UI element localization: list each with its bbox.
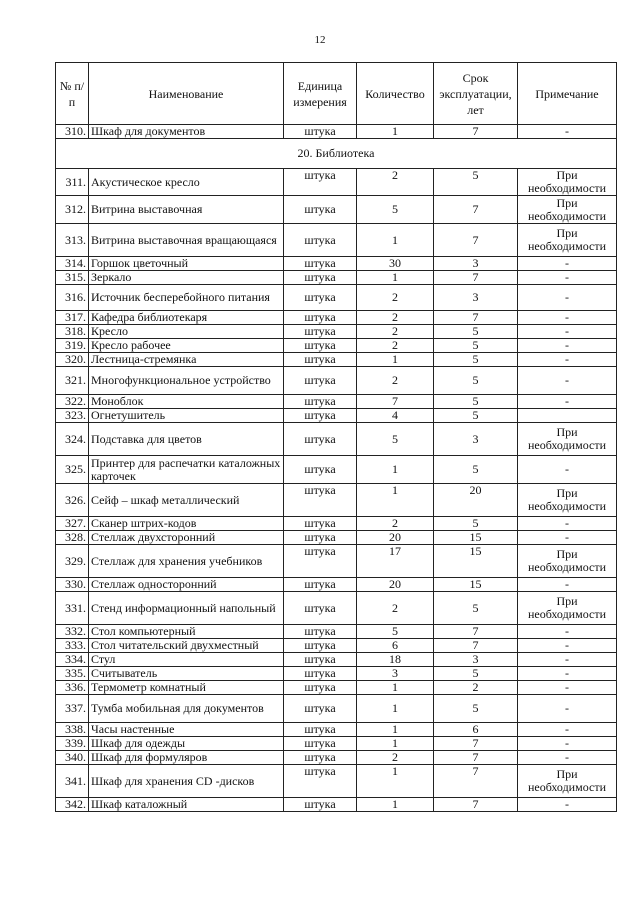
row-note: -	[518, 578, 617, 592]
row-note: -	[518, 625, 617, 639]
row-name: Шкаф для хранения CD -дисков	[89, 765, 284, 798]
row-qty: 18	[357, 653, 434, 667]
row-term: 5	[434, 456, 518, 484]
row-term: 3	[434, 285, 518, 311]
row-name: Многофункциональное устройство	[89, 367, 284, 395]
row-note: -	[518, 737, 617, 751]
row-note: При необходимости	[518, 545, 617, 578]
header-qty: Количество	[357, 63, 434, 125]
row-note: -	[518, 285, 617, 311]
table-row	[56, 695, 617, 723]
row-note	[518, 409, 617, 423]
table-row	[56, 423, 617, 456]
row-qty: 2	[357, 751, 434, 765]
row-unit: штука	[284, 409, 357, 423]
table-row	[56, 367, 617, 395]
header-term: Срок эксплуатации, лет	[434, 63, 518, 125]
row-name: Шкаф для одежды	[89, 737, 284, 751]
table-row	[56, 325, 617, 339]
row-number: 339.	[56, 737, 89, 751]
row-qty: 1	[357, 695, 434, 723]
row-term: 7	[434, 751, 518, 765]
row-qty: 20	[357, 531, 434, 545]
row-note: При необходимости	[518, 423, 617, 456]
row-unit: штука	[284, 325, 357, 339]
row-number: 316.	[56, 285, 89, 311]
row-number: 312.	[56, 196, 89, 224]
row-unit: штука	[284, 367, 357, 395]
row-number: 327.	[56, 517, 89, 531]
row-name: Кафедра библиотекаря	[89, 311, 284, 325]
row-number: 332.	[56, 625, 89, 639]
row-term: 3	[434, 423, 518, 456]
row-note: При необходимости	[518, 765, 617, 798]
row-number: 314.	[56, 257, 89, 271]
row-qty: 1	[357, 737, 434, 751]
row-qty: 2	[357, 325, 434, 339]
row-unit: штука	[284, 639, 357, 653]
table-row	[56, 639, 617, 653]
row-note: -	[518, 271, 617, 285]
table-row	[56, 169, 617, 196]
table-row	[56, 125, 617, 139]
row-note: При необходимости	[518, 592, 617, 625]
row-term: 7	[434, 737, 518, 751]
row-number: 331.	[56, 592, 89, 625]
row-unit: штука	[284, 653, 357, 667]
row-term: 7	[434, 625, 518, 639]
row-number: 321.	[56, 367, 89, 395]
table-row	[56, 798, 617, 812]
row-number: 323.	[56, 409, 89, 423]
row-note: -	[518, 681, 617, 695]
row-note: -	[518, 395, 617, 409]
row-term: 3	[434, 257, 518, 271]
row-note: При необходимости	[518, 169, 617, 196]
row-number: 313.	[56, 224, 89, 257]
table-row	[56, 484, 617, 517]
row-number: 324.	[56, 423, 89, 456]
row-unit: штука	[284, 578, 357, 592]
row-name: Зеркало	[89, 271, 284, 285]
row-qty: 4	[357, 409, 434, 423]
row-qty: 2	[357, 592, 434, 625]
table-row	[56, 765, 617, 798]
table-row	[56, 751, 617, 765]
table-row	[56, 224, 617, 257]
row-name: Горшок цветочный	[89, 257, 284, 271]
row-name: Шкаф для документов	[89, 125, 284, 139]
row-qty: 2	[357, 367, 434, 395]
table-row	[56, 257, 617, 271]
row-name: Моноблок	[89, 395, 284, 409]
row-term: 5	[434, 409, 518, 423]
row-qty: 1	[357, 681, 434, 695]
row-number: 310.	[56, 125, 89, 139]
row-number: 333.	[56, 639, 89, 653]
row-number: 335.	[56, 667, 89, 681]
row-unit: штука	[284, 625, 357, 639]
row-name: Стеллаж двухсторонний	[89, 531, 284, 545]
row-unit: штука	[284, 456, 357, 484]
table-row	[56, 737, 617, 751]
row-number: 334.	[56, 653, 89, 667]
row-note: -	[518, 639, 617, 653]
row-name: Подставка для цветов	[89, 423, 284, 456]
row-name: Считыватель	[89, 667, 284, 681]
table-row	[56, 667, 617, 681]
row-note: -	[518, 723, 617, 737]
row-qty: 1	[357, 456, 434, 484]
row-qty: 1	[357, 353, 434, 367]
row-unit: штука	[284, 765, 357, 798]
row-name: Огнетушитель	[89, 409, 284, 423]
table-row	[56, 531, 617, 545]
row-qty: 7	[357, 395, 434, 409]
row-term: 5	[434, 353, 518, 367]
table-row	[56, 271, 617, 285]
table-row	[56, 196, 617, 224]
row-term: 5	[434, 325, 518, 339]
row-qty: 1	[357, 484, 434, 517]
row-term: 5	[434, 517, 518, 531]
row-name: Стол читательский двухместный	[89, 639, 284, 653]
header-name: Наименование	[89, 63, 284, 125]
row-unit: штука	[284, 681, 357, 695]
row-qty: 1	[357, 125, 434, 139]
row-term: 7	[434, 196, 518, 224]
row-name: Термометр комнатный	[89, 681, 284, 695]
row-name: Источник бесперебойного питания	[89, 285, 284, 311]
row-unit: штука	[284, 339, 357, 353]
row-unit: штука	[284, 592, 357, 625]
row-qty: 3	[357, 667, 434, 681]
table-row	[56, 395, 617, 409]
row-term: 5	[434, 695, 518, 723]
row-name: Стеллаж для хранения учебников	[89, 545, 284, 578]
row-unit: штука	[284, 271, 357, 285]
row-number: 337.	[56, 695, 89, 723]
row-name: Лестница-стремянка	[89, 353, 284, 367]
row-note: -	[518, 325, 617, 339]
row-qty: 2	[357, 285, 434, 311]
row-term: 7	[434, 224, 518, 257]
row-name: Тумба мобильная для документов	[89, 695, 284, 723]
row-number: 336.	[56, 681, 89, 695]
table-row	[56, 517, 617, 531]
row-note: -	[518, 257, 617, 271]
table-header-row	[56, 63, 617, 125]
row-qty: 5	[357, 625, 434, 639]
table-row	[56, 592, 617, 625]
row-number: 311.	[56, 169, 89, 196]
row-qty: 6	[357, 639, 434, 653]
row-note: При необходимости	[518, 196, 617, 224]
row-name: Стенд информационный напольный	[89, 592, 284, 625]
row-note: -	[518, 653, 617, 667]
row-name: Стул	[89, 653, 284, 667]
row-name: Витрина выставочная	[89, 196, 284, 224]
row-name: Шкаф для формуляров	[89, 751, 284, 765]
row-qty: 2	[357, 169, 434, 196]
row-unit: штука	[284, 257, 357, 271]
equipment-table	[55, 62, 617, 812]
row-note: -	[518, 751, 617, 765]
row-name: Кресло	[89, 325, 284, 339]
row-number: 322.	[56, 395, 89, 409]
row-unit: штука	[284, 423, 357, 456]
row-number: 342.	[56, 798, 89, 812]
row-unit: штука	[284, 531, 357, 545]
row-term: 5	[434, 667, 518, 681]
row-number: 315.	[56, 271, 89, 285]
row-qty: 5	[357, 196, 434, 224]
row-note: -	[518, 456, 617, 484]
row-term: 7	[434, 798, 518, 812]
row-term: 20	[434, 484, 518, 517]
row-qty: 1	[357, 224, 434, 257]
row-term: 3	[434, 653, 518, 667]
row-note: -	[518, 339, 617, 353]
row-name: Часы настенные	[89, 723, 284, 737]
row-note: При необходимости	[518, 224, 617, 257]
row-term: 5	[434, 395, 518, 409]
row-qty: 17	[357, 545, 434, 578]
row-unit: штука	[284, 737, 357, 751]
table-row	[56, 339, 617, 353]
table-row	[56, 723, 617, 737]
header-note: Примечание	[518, 63, 617, 125]
row-note: -	[518, 353, 617, 367]
row-number: 326.	[56, 484, 89, 517]
row-term: 7	[434, 765, 518, 798]
table-row	[56, 285, 617, 311]
table-row	[56, 456, 617, 484]
row-number: 325.	[56, 456, 89, 484]
row-unit: штука	[284, 224, 357, 257]
row-unit: штука	[284, 169, 357, 196]
section-title: 20. Библиотека	[56, 139, 617, 169]
row-term: 7	[434, 271, 518, 285]
row-note: -	[518, 311, 617, 325]
row-qty: 1	[357, 798, 434, 812]
row-unit: штука	[284, 484, 357, 517]
row-name: Стеллаж односторонний	[89, 578, 284, 592]
row-note: -	[518, 531, 617, 545]
row-note: -	[518, 798, 617, 812]
row-name: Витрина выставочная вращающаяся	[89, 224, 284, 257]
row-name: Сканер штрих-кодов	[89, 517, 284, 531]
row-note: -	[518, 125, 617, 139]
row-number: 319.	[56, 339, 89, 353]
row-number: 341.	[56, 765, 89, 798]
row-note: -	[518, 517, 617, 531]
table-row	[56, 353, 617, 367]
row-unit: штука	[284, 285, 357, 311]
row-unit: штука	[284, 751, 357, 765]
row-number: 330.	[56, 578, 89, 592]
table-row	[56, 653, 617, 667]
header-num: № п/п	[56, 63, 89, 125]
row-term: 2	[434, 681, 518, 695]
row-unit: штука	[284, 667, 357, 681]
row-unit: штука	[284, 517, 357, 531]
row-number: 338.	[56, 723, 89, 737]
row-unit: штука	[284, 353, 357, 367]
table-row	[56, 409, 617, 423]
row-qty: 2	[357, 311, 434, 325]
row-unit: штука	[284, 125, 357, 139]
row-term: 7	[434, 311, 518, 325]
row-name: Шкаф каталожный	[89, 798, 284, 812]
row-name: Стол компьютерный	[89, 625, 284, 639]
table-row	[56, 545, 617, 578]
row-qty: 30	[357, 257, 434, 271]
row-name: Принтер для распечатки каталожных карточек	[89, 456, 284, 484]
row-qty: 2	[357, 517, 434, 531]
row-name: Акустическое кресло	[89, 169, 284, 196]
row-name: Кресло рабочее	[89, 339, 284, 353]
row-number: 320.	[56, 353, 89, 367]
row-number: 329.	[56, 545, 89, 578]
row-note: -	[518, 367, 617, 395]
row-term: 15	[434, 545, 518, 578]
row-unit: штука	[284, 311, 357, 325]
row-number: 317.	[56, 311, 89, 325]
row-name: Сейф – шкаф металлический	[89, 484, 284, 517]
row-note: При необходимости	[518, 484, 617, 517]
row-unit: штука	[284, 395, 357, 409]
row-qty: 1	[357, 271, 434, 285]
row-qty: 1	[357, 723, 434, 737]
row-unit: штука	[284, 196, 357, 224]
row-note: -	[518, 695, 617, 723]
row-number: 318.	[56, 325, 89, 339]
row-term: 7	[434, 639, 518, 653]
row-qty: 20	[357, 578, 434, 592]
row-qty: 2	[357, 339, 434, 353]
row-term: 7	[434, 125, 518, 139]
row-term: 6	[434, 723, 518, 737]
table-row	[56, 681, 617, 695]
row-term: 5	[434, 592, 518, 625]
row-unit: штука	[284, 695, 357, 723]
section-row	[56, 139, 617, 169]
row-term: 15	[434, 531, 518, 545]
table-row	[56, 578, 617, 592]
page-number: 12	[314, 34, 326, 46]
row-unit: штука	[284, 545, 357, 578]
row-unit: штука	[284, 798, 357, 812]
table-row	[56, 311, 617, 325]
row-term: 5	[434, 367, 518, 395]
table-row	[56, 625, 617, 639]
row-term: 5	[434, 169, 518, 196]
row-term: 15	[434, 578, 518, 592]
row-number: 340.	[56, 751, 89, 765]
row-unit: штука	[284, 723, 357, 737]
row-qty: 5	[357, 423, 434, 456]
header-unit: Единица измерения	[284, 63, 357, 125]
row-note: -	[518, 667, 617, 681]
row-number: 328.	[56, 531, 89, 545]
row-term: 5	[434, 339, 518, 353]
row-qty: 1	[357, 765, 434, 798]
